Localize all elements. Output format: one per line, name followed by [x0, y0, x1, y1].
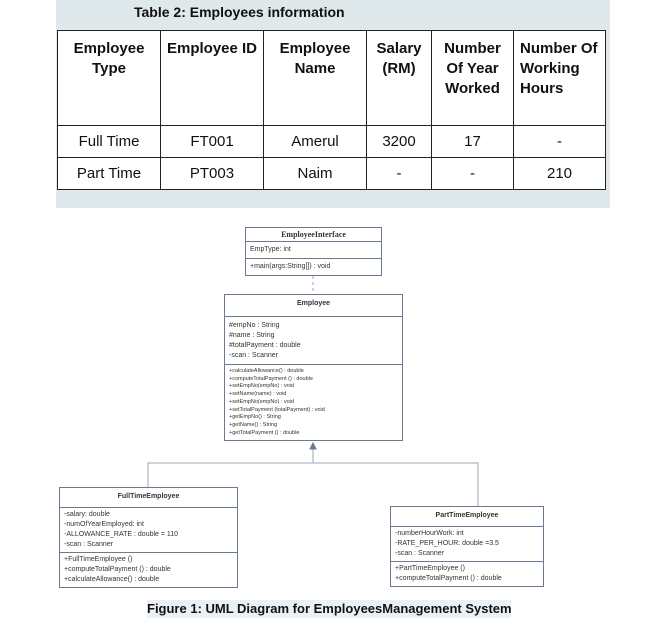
attribute: -scan : Scanner	[395, 550, 445, 557]
cell-years-worked: -	[432, 158, 514, 190]
operation: +computeTotalPayment () : double	[229, 375, 313, 382]
cell-employee-name: Amerul	[264, 126, 367, 158]
class-attributes	[225, 317, 402, 365]
operation: +setTotalPayment (totalPayment) : void	[229, 406, 325, 413]
operation: +setEmpNo(empNo) : void	[229, 398, 294, 405]
attribute: EmpType: int	[250, 246, 291, 253]
attribute: -numOfYearEmployed: int	[64, 521, 144, 528]
cell-employee-id: PT003	[161, 158, 264, 190]
table-title: Table 2: Employees information	[134, 4, 345, 20]
header-employee-id: Employee ID	[161, 31, 264, 126]
class-attributes	[391, 527, 543, 562]
class-name: FullTimeEmployee	[60, 488, 237, 508]
cell-employee-type: Full Time	[58, 126, 161, 158]
class-operations	[391, 562, 543, 586]
cell-years-worked: 17	[432, 126, 514, 158]
class-name: Employee	[225, 295, 402, 317]
header-employee-type: Employee Type	[58, 31, 161, 126]
class-attributes	[246, 242, 381, 259]
attribute: -scan : Scanner	[64, 541, 114, 548]
cell-salary: -	[367, 158, 432, 190]
header-salary: Salary (RM)	[367, 31, 432, 126]
operation: +calculateAllowance() : double	[229, 368, 304, 374]
attribute: -RATE_PER_HOUR: double =3.5	[395, 540, 499, 547]
class-name: PartTimeEmployee	[391, 507, 543, 527]
class-operations	[246, 259, 381, 275]
class-operations	[60, 553, 237, 587]
header-years-worked: Number Of Year Worked	[432, 31, 514, 126]
operation: +getName() : String	[229, 421, 278, 428]
class-attributes	[60, 508, 237, 553]
cell-employee-id: FT001	[161, 126, 264, 158]
header-working-hours: Number Of Working Hours	[514, 31, 606, 126]
attribute: #name : String	[229, 332, 275, 339]
cell-working-hours: -	[514, 126, 606, 158]
attribute: -scan : Scanner	[229, 352, 279, 359]
attribute: #totalPayment : double	[229, 342, 301, 349]
attribute: -ALLOWANCE_RATE : double = 110	[64, 531, 179, 538]
uml-class-employee-interface	[245, 227, 382, 276]
operation: +FullTimeEmployee ()	[64, 556, 133, 563]
cell-salary: 3200	[367, 126, 432, 158]
attribute: #empNo : String	[229, 322, 280, 329]
cell-working-hours: 210	[514, 158, 606, 190]
uml-class-employee	[224, 294, 403, 441]
cell-employee-name: Naim	[264, 158, 367, 190]
figure-caption: Figure 1: UML Diagram for EmployeesManagement System	[147, 601, 512, 616]
header-employee-name: Employee Name	[264, 31, 367, 126]
operation: +computeTotalPayment () : double	[64, 566, 171, 573]
cell-employee-type: Part Time	[58, 158, 161, 190]
operation: +main(args:String[]) : void	[250, 263, 331, 270]
operation: +calculateAllowance() : double	[64, 576, 160, 583]
class-name: EmployeeInterface	[246, 228, 381, 242]
class-operations	[225, 365, 402, 440]
operation: +setName(name) : void	[229, 391, 287, 398]
operation: +getTotalPayment () : double	[229, 429, 300, 436]
operation: +setEmpNo(empNo) : void	[229, 383, 294, 390]
inheritance-arrowhead	[310, 443, 316, 449]
uml-class-full-time-employee	[59, 487, 238, 588]
uml-class-part-time-employee	[390, 506, 544, 587]
operation: +getEmpNo() : String	[229, 414, 281, 421]
operation: +computeTotalPayment () : double	[395, 575, 502, 582]
attribute: -salary: double	[64, 511, 110, 518]
operation: +PartTimeEmployee ()	[395, 565, 465, 572]
attribute: -numberHourWork: int	[395, 530, 464, 537]
